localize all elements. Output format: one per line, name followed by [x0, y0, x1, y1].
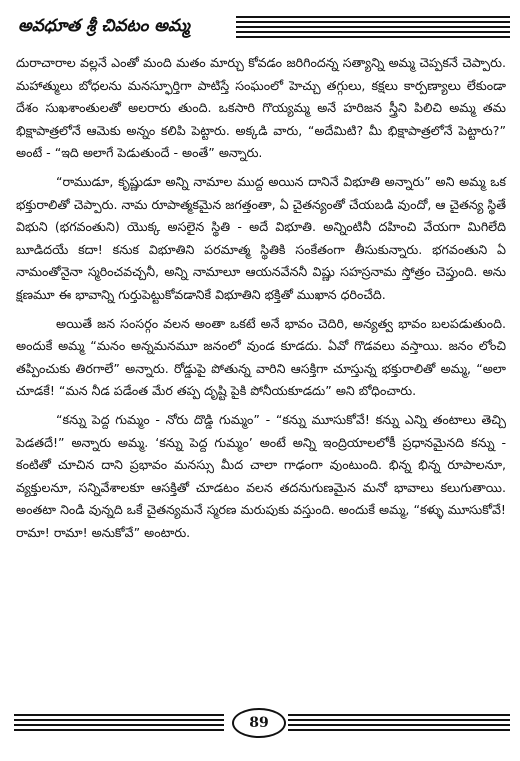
- paragraph: దురాచారాల వల్లనే ఎంతో మంది మతం మార్చు కోవడం జరిగిందన్న సత్యాన్ని అమ్మ చెప్పకనే చెప్పారు. మహాత్ములు బోధలను మనస్ఫూర్తిగా పాటిస్తే సంఘంలో హెచ్చు తగ్గులు, కక్షలు కార్పణ్యాలు లేకుండా దేశం సుఖశాంతులతో అలరారు తుంది. ఒకసారి గొయ్యమ్మ అనే హరిజన స్త్రీని పిలిచి అమ్మ తమ భిక్షాపాత్రలోనే ఆమెకు అన్నం కలిపి పెట్టారు. అక్కడి వారు, “అదేమిటి? మీ భిక్షాపాత్రలోనే పెట్టారు?” అంటే - “ఇది అలాగే పెడుతుందే - అంతే” అన్నారు.: [16, 55, 506, 161]
- page-body: [16, 52, 506, 544]
- paragraph: “రాముడూ, కృష్ణుడూ అన్ని నామాల ముద్ద అయిన దానినే విభూతి అన్నారు” అని అమ్మ ఒక భక్తురాలితో చెప్పారు. నామ రూపాత్మకమైన జగత్తంతా, ఏ చైతన్యంతో చేయబడి వుందో, ఆ చైతన్య స్థితే విభుని (భగవంతుని) యొక్క అసలైన స్థితి - అదే విభూతి. అన్నింటినీ దహించి వేయగా మిగిలేది బూడిదయే కదా! కనుక విభూతిని పరమాత్మ స్థితికి సంకేతంగా తీసుకున్నారు. భగవంతుని ఏ నామంతోనైనా స్మరించవచ్చనీ, అన్ని నామాలూ ఆయనవేననీ విష్ణు సహస్రనామ స్తోత్రం చెప్తుంది. అను క్షణమూ ఈ భావాన్ని గుర్తుపెట్టుకోవడానికే విభూతిని భక్తితో ముఖాన ధరించేది.: [16, 173, 506, 302]
- header-rule-lines: [236, 16, 510, 41]
- footer-rule-lines-right: [288, 714, 510, 734]
- running-header: [14, 10, 510, 46]
- book-title: అవధూత శ్రీ చివటం అమ్మ: [18, 16, 196, 40]
- paragraph: “కన్ను పెద్ద గుమ్మం - నోరు దొడ్డి గుమ్మం” - “కన్ను మూసుకోవే! కన్ను ఎన్ని తంటాలు తెచ్చి పెడతదే!” అన్నారు అమ్మ. ‘కన్ను పెద్ద గుమ్మం’ అంటే అన్ని ఇంద్రియాలలోకీ ప్రధానమైనది కన్ను - కంటితో చూచిన దాని ప్రభావం మనస్సు మీద చాలా గాఢంగా వుంటుంది. భిన్న భిన్న రూపాలనూ, వ్యక్తులనూ, సన్నివేశాలకూ ఆసక్తితో చూడటం వలన తదనుగుణమైన మనో భావాలు కలుగుతాయి. అంతటా నిండి వున్నది ఒకే చైతన్యమనే స్మరణ మరుపుకు వస్తుంది. అందుకే అమ్మ, “కళ్ళు మూసుకోవే! రామా! రామా! అనుకోవే” అంటారు.: [16, 411, 506, 540]
- page-footer: [14, 708, 510, 738]
- paragraph: అయితే జన సంసర్గం వలన అంతా ఒకటే అనే భావం చెదిరి, అన్యత్వ భావం బలపడుతుంది. అందుకే అమ్మ “మనం అన్నమనమూ జనంలో వుండ కూడదు. ఏవో గొడవలు వస్తాయి. జనం లోంచి తప్పించుకు తిరగాలే” అన్నారు. రోడ్డుపై పోతున్న వారిని ఆసక్తిగా చూస్తున్న భక్తురాలితో అమ్మ, “అలా చూడకే! “మన నీడ పడేంత మేర తప్ప దృష్టి పైకి పోనీయకూడదు” అని బోధించారు.: [16, 315, 506, 399]
- page-number: 89: [232, 708, 286, 738]
- footer-rule-lines-left: [14, 714, 224, 734]
